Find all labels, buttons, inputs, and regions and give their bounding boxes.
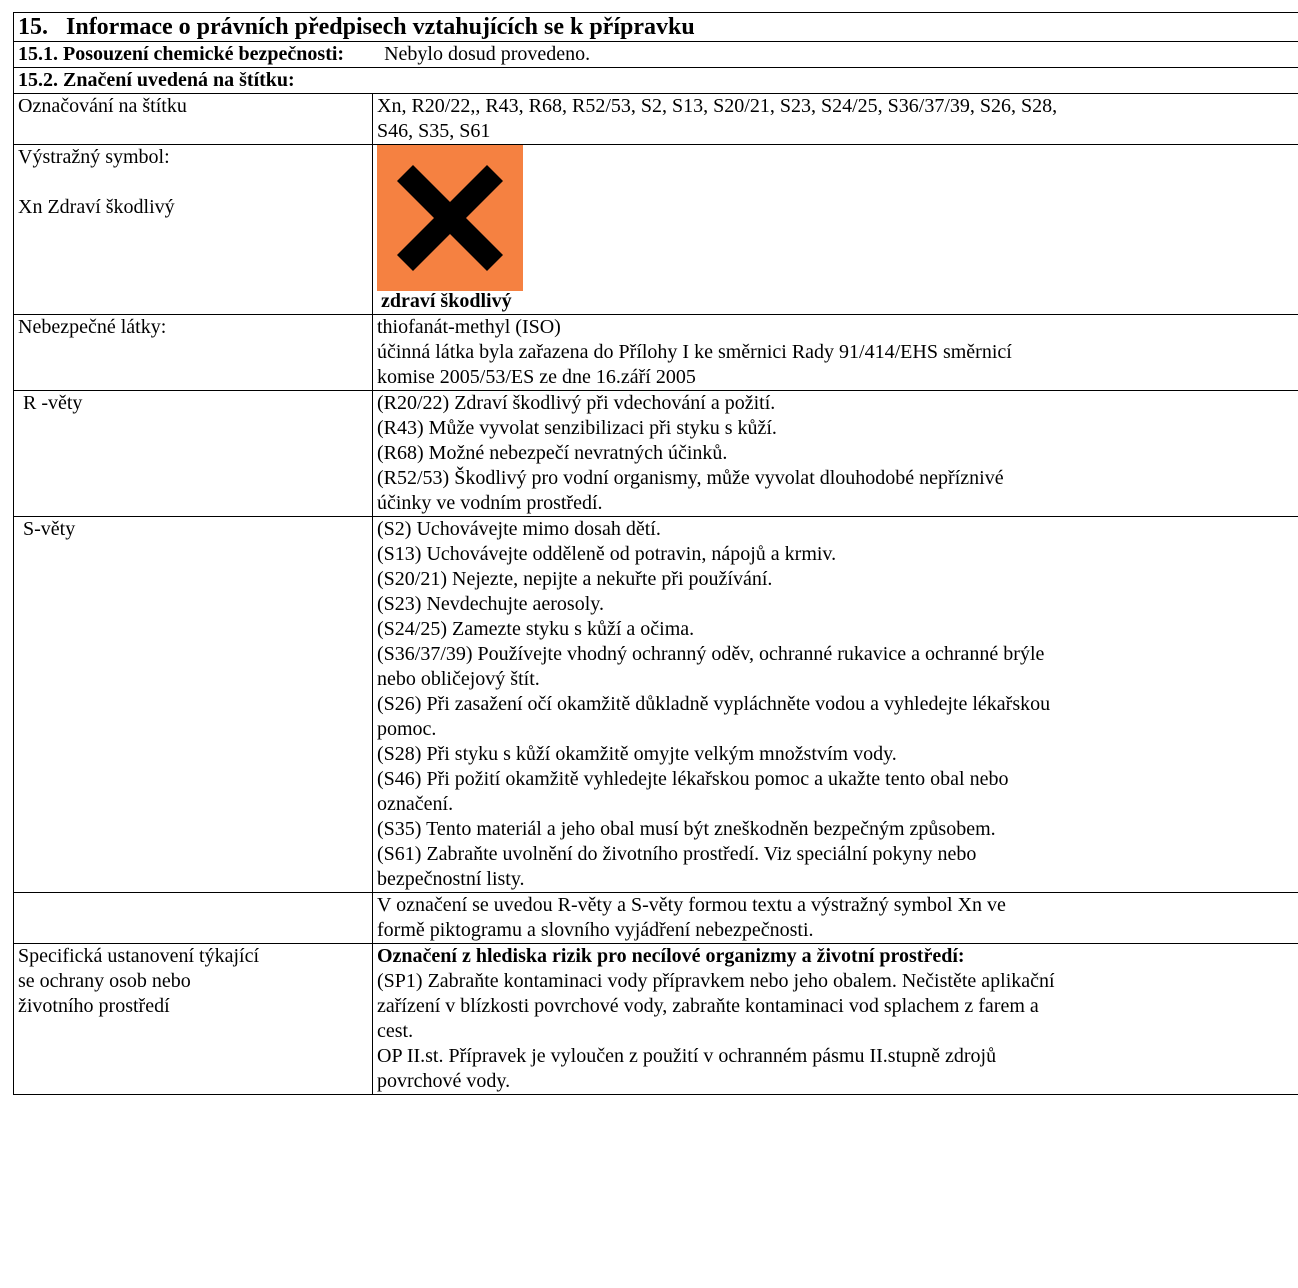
specific-label-line: se ochrany osob nebo [18, 970, 191, 992]
labeling-line: Xn, R20/22,, R43, R68, R52/53, S2, S13, S20/21, S23, S24/25, S36/37/39, S26, S28, [377, 95, 1058, 117]
r-phrases-value [373, 391, 1298, 517]
s-phrase-line: pomoc. [377, 718, 437, 740]
s-phrase-line: (S20/21) Nejezte, nepijte a nekuřte při používání. [377, 568, 773, 590]
r-phrases-row [14, 391, 1298, 517]
specific-line: OP II.st. Přípravek je vyloučen z použití v ochranném pásmu II.stupně zdrojů [377, 1045, 997, 1067]
s-phrase-line: (S46) Při požití okamžitě vyhledejte lékařskou pomoc a ukažte tento obal nebo [377, 768, 1009, 790]
labeling-line: S46, S35, S61 [377, 120, 491, 142]
s-phrase-line: (S61) Zabraňte uvolnění do životního prostředí. Viz speciální pokyny nebo [377, 843, 977, 865]
r-phrase-line: (R20/22) Zdraví škodlivý při vdechování a požití. [377, 392, 776, 414]
r-phrase-line: (R43) Může vyvolat senzibilizaci při styku s kůží. [377, 417, 777, 439]
specific-line: zařízení v blízkosti povrchové vody, zabraňte kontaminaci vod splachem z farem a [377, 995, 1039, 1017]
hazardous-substances-value [373, 315, 1298, 391]
warning-symbol-label-cell [14, 145, 373, 315]
labeling-label: Označování na štítku [14, 94, 373, 145]
specific-heading: Označení z hlediska rizik pro necílové organizmy a životní prostředí: [377, 945, 965, 967]
section-header-row [14, 13, 1298, 42]
specific-provisions-value [373, 944, 1298, 1095]
s-phrase-line: (S28) Při styku s kůží okamžitě omyjte velkým množstvím vody. [377, 743, 897, 765]
r-phrase-line: (R52/53) Škodlivý pro vodní organismy, může vyvolat dlouhodobé nepříznivé [377, 467, 1004, 489]
section-title: Informace o právních předpisech vztahujících se k přípravku [66, 14, 695, 40]
hazardous-line: účinná látka byla zařazena do Přílohy I ke směrnici Rady 91/414/EHS směrnicí [377, 341, 1012, 363]
specific-label-line: Specifická ustanovení týkající [18, 945, 260, 967]
s-phrase-line: (S26) Při zasažení očí okamžitě důkladně vypláchněte vodou a vyhledejte lékařskou [377, 693, 1051, 715]
s-phrase-line: (S35) Tento materiál a jeho obal musí být zneškodněn bezpečným způsobem. [377, 818, 996, 840]
specific-line: povrchové vody. [377, 1070, 511, 1092]
r-phrase-line: (R68) Možné nebezpečí nevratných účinků. [377, 442, 728, 464]
s-phrase-line: (S2) Uchovávejte mimo dosah dětí. [377, 518, 661, 540]
note-value [373, 893, 1298, 944]
r-phrases-label: R -věty [14, 391, 373, 517]
s-phrase-line: (S23) Nevdechujte aerosoly. [377, 593, 604, 615]
warning-symbol-label: Výstražný symbol: [18, 146, 170, 168]
label-markings-heading: 15.2. Značení uvedená na štítku: [14, 68, 1298, 94]
chemical-safety-label: 15.1. Posouzení chemické bezpečnosti: [18, 43, 345, 65]
section-number: 15. [18, 14, 48, 40]
s-phrase-line: (S13) Uchovávejte odděleně od potravin, nápojů a krmiv. [377, 543, 837, 565]
chemical-safety-value: Nebylo dosud provedeno. [384, 43, 591, 65]
labeling-row [14, 94, 1298, 145]
warning-symbol-row [14, 145, 1298, 315]
note-line: V označení se uvedou R-věty a S-věty formou textu a výstražný symbol Xn ve [377, 894, 1006, 916]
harmful-x-icon [377, 145, 523, 291]
s-phrases-label: S-věty [14, 517, 373, 893]
r-phrase-line: účinky ve vodním prostředí. [377, 492, 603, 514]
note-label-empty [14, 893, 373, 944]
s-phrases-value [373, 517, 1298, 893]
specific-line: cest. [377, 1020, 414, 1042]
pictogram-label: zdraví škodlivý [381, 290, 512, 312]
hazardous-line: thiofanát-methyl (ISO) [377, 316, 561, 338]
warning-symbol-name: Xn Zdraví škodlivý [18, 196, 175, 218]
pictogram-cell [373, 145, 1298, 315]
s-phrase-line: (S36/37/39) Používejte vhodný ochranný oděv, ochranné rukavice a ochranné brýle [377, 643, 1045, 665]
s-phrase-line: bezpečnostní listy. [377, 868, 525, 890]
section-heading [14, 13, 1298, 42]
specific-label-line: životního prostředí [18, 995, 170, 1017]
labeling-value [373, 94, 1298, 145]
s-phrase-line: nebo obličejový štít. [377, 668, 540, 690]
chemical-safety-row [14, 42, 1298, 68]
specific-provisions-row [14, 944, 1298, 1095]
label-markings-row [14, 68, 1298, 94]
note-line: formě piktogramu a slovního vyjádření nebezpečnosti. [377, 919, 814, 941]
s-phrases-row [14, 517, 1298, 893]
specific-provisions-label [14, 944, 373, 1095]
regulatory-info-table [13, 12, 1298, 1095]
hazardous-substances-row [14, 315, 1298, 391]
s-phrase-line: označení. [377, 793, 454, 815]
note-row [14, 893, 1298, 944]
specific-line: (SP1) Zabraňte kontaminaci vody přípravkem nebo jeho obalem. Nečistěte aplikační [377, 970, 1055, 992]
hazardous-line: komise 2005/53/ES ze dne 16.září 2005 [377, 366, 696, 388]
s-phrase-line: (S24/25) Zamezte styku s kůží a očima. [377, 618, 695, 640]
hazardous-substances-label: Nebezpečné látky: [14, 315, 373, 391]
